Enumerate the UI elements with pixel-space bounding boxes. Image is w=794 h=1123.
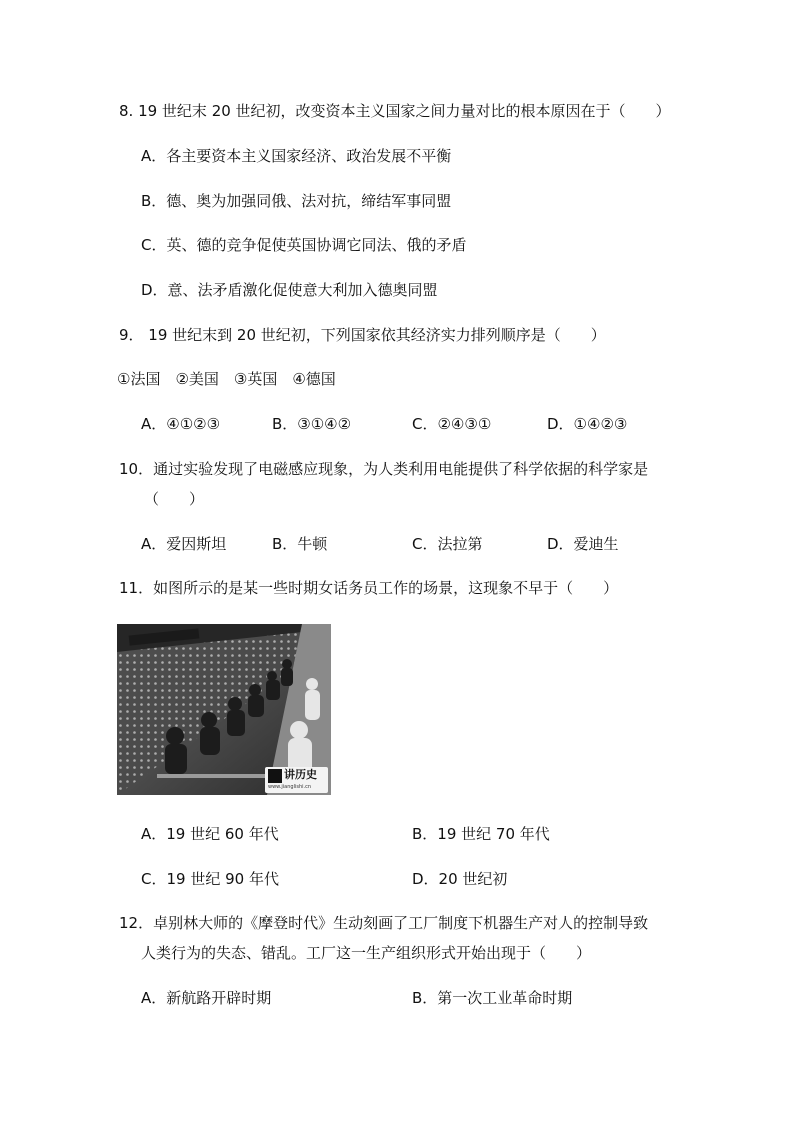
question-10-stem-continued: （ ） <box>144 490 205 508</box>
question-8-stem: 8. 19 世纪末 20 世纪初，改变资本主义国家之间力量对比的根本原因在于（ ） <box>119 102 671 120</box>
question-9-country-list: ①法国 ②美国 ③英国 ④德国 <box>117 370 336 388</box>
question-12-options-row <box>0 988 794 1008</box>
question-11-option-c[interactable]: C．19 世纪 90 年代 <box>141 870 279 888</box>
question-11-stem: 11．如图所示的是某一些时期女话务员工作的场景，这现象不早于（ ） <box>119 579 619 597</box>
question-10-option-a[interactable]: A．爱因斯坦 <box>141 535 227 553</box>
question-10-option-d[interactable]: D．爱迪生 <box>547 535 619 553</box>
watermark-logo-text: 讲历史 <box>284 768 317 781</box>
question-9-options-row <box>0 414 794 434</box>
question-8-option-a[interactable]: A．各主要资本主义国家经济、政治发展不平衡 <box>141 147 452 165</box>
question-12-stem-continued: 人类行为的失态、错乱。工厂这一生产组织形式开始出现于（ ） <box>141 944 592 962</box>
question-11-options-row-2 <box>0 869 794 889</box>
question-11-options-row-1 <box>0 824 794 844</box>
question-10-stem: 10．通过实验发现了电磁感应现象，为人类利用电能提供了科学依据的科学家是 <box>119 460 649 478</box>
photo-watermark <box>265 767 328 793</box>
question-9-option-b[interactable]: B．③①④② <box>272 415 352 433</box>
question-10-option-b[interactable]: B．牛顿 <box>272 535 328 553</box>
question-10-options-row <box>0 534 794 554</box>
watermark-logo-icon <box>268 769 282 783</box>
question-10-option-c[interactable]: C．法拉第 <box>412 535 483 553</box>
question-9-stem: 9． 19 世纪末到 20 世纪初，下列国家依其经济实力排列顺序是（ ） <box>119 326 606 344</box>
question-9-option-c[interactable]: C．②④③① <box>412 415 492 433</box>
question-12-option-a[interactable]: A．新航路开辟时期 <box>141 989 272 1007</box>
question-11-option-b[interactable]: B．19 世纪 70 年代 <box>412 825 550 843</box>
question-11-option-d[interactable]: D．20 世纪初 <box>412 870 508 888</box>
question-12-stem: 12．卓别林大师的《摩登时代》生动刻画了工厂制度下机器生产对人的控制导致 <box>119 914 649 932</box>
question-8-option-b[interactable]: B．德、奥为加强同俄、法对抗，缔结军事同盟 <box>141 192 452 210</box>
question-12-option-b[interactable]: B．第一次工业革命时期 <box>412 989 573 1007</box>
question-8-option-c[interactable]: C．英、德的竞争促使英国协调它同法、俄的矛盾 <box>141 236 467 254</box>
switchboard-operators-photo <box>117 624 331 795</box>
watermark-url: www.jianglishi.cn <box>268 784 312 790</box>
question-8-option-d[interactable]: D．意、法矛盾激化促使意大利加入德奥同盟 <box>141 281 438 299</box>
question-9-option-a[interactable]: A．④①②③ <box>141 415 221 433</box>
question-11-option-a[interactable]: A．19 世纪 60 年代 <box>141 825 279 843</box>
question-9-option-d[interactable]: D．①④②③ <box>547 415 628 433</box>
